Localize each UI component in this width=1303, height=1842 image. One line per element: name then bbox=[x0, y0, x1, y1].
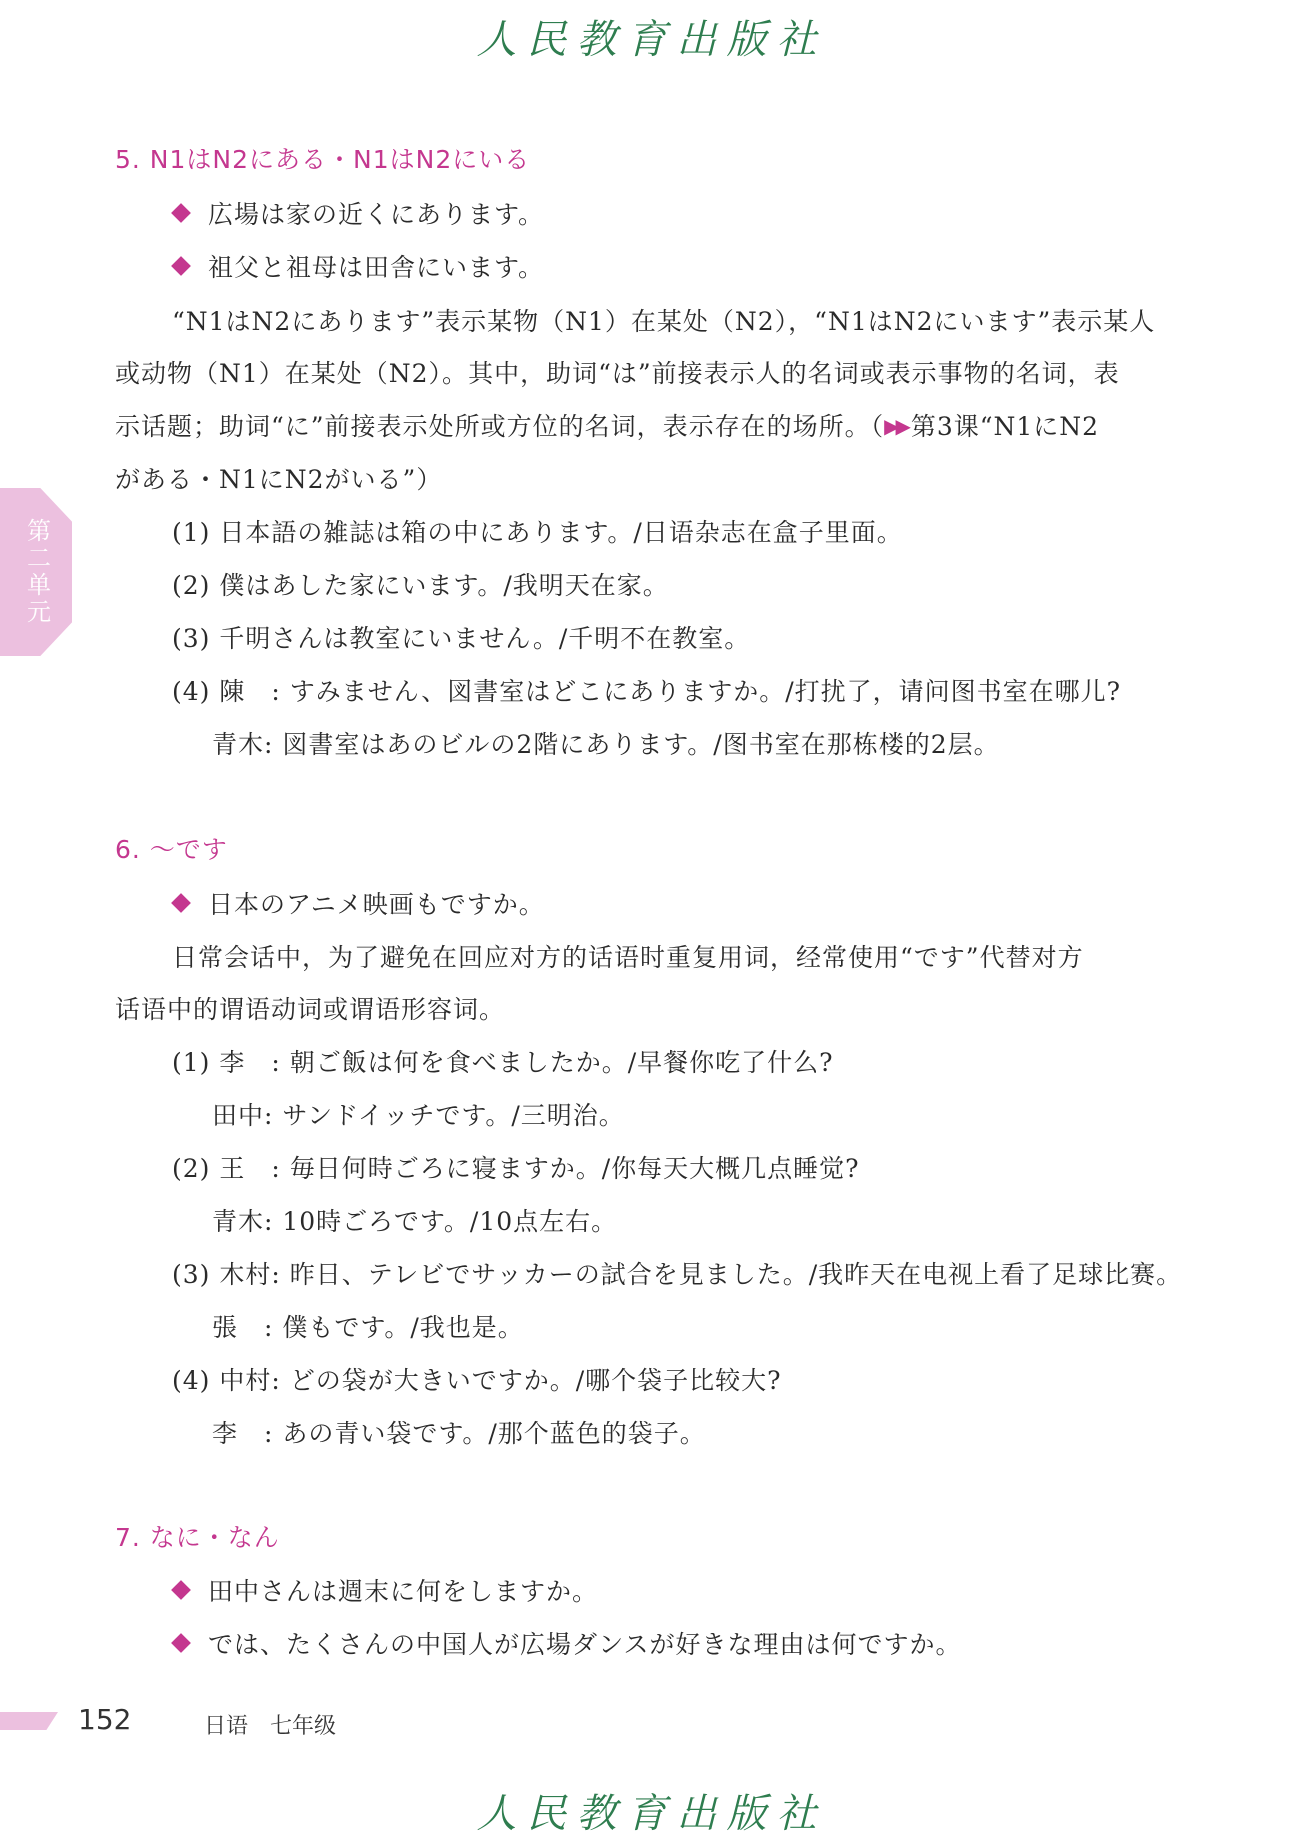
section-6-example-3b: 張 : 僕もです。/我也是。 bbox=[212, 1313, 524, 1342]
section-5-example-4a: (4) 陳 : すみません、図書室はどこにありますか。/打扰了，请问图书室在哪儿? bbox=[172, 677, 1122, 706]
section-5-bullet-1: 広場は家の近くにあります。 bbox=[174, 195, 544, 231]
section-5-heading: 5. N1はN2にある・N1はN2にいる bbox=[115, 145, 531, 174]
section-7-bullet-1: 田中さんは週末に何をしますか。 bbox=[174, 1572, 598, 1608]
section-5-para-line-3: 示话题；助词“に”前接表示处所或方位的名词，表示存在的场所。（▶▶ 第3课“N1にN2 bbox=[115, 412, 1100, 441]
section-5-para-line-2: 或动物（N1）在某处（N2）。其中，助词“は”前接表示人的名词或表示事物的名词，表 bbox=[115, 359, 1120, 388]
unit-side-tab-label: 第二单元 bbox=[27, 517, 51, 626]
publisher-logo-top: 人民教育出版社 bbox=[476, 17, 827, 63]
diamond-bullet-icon bbox=[171, 203, 191, 223]
diamond-bullet-icon bbox=[171, 256, 191, 276]
section-6-heading: 6. ～です bbox=[115, 835, 228, 864]
cross-reference-arrow-icon: ▶▶ bbox=[884, 414, 907, 438]
section-7-bullet-2: では、たくさんの中国人が広場ダンスが好きな理由は何ですか。 bbox=[174, 1625, 962, 1661]
section-6-example-3a: (3) 木村: 昨日、テレビでサッカーの試合を見ました。/我昨天在电视上看了足球比赛。 bbox=[172, 1260, 1183, 1289]
section-5-example-2: (2) 僕はあした家にいます。/我明天在家。 bbox=[172, 571, 669, 600]
section-6-bullet-1: 日本のアニメ映画もですか。 bbox=[174, 885, 545, 921]
section-5-para-line-1: “N1はN2にあります”表示某物（N1）在某处（N2），“N1はN2にいます”表示某人 bbox=[172, 307, 1156, 336]
section-6-para-line-1: 日常会话中，为了避免在回应对方的话语时重复用词，经常使用“です”代替对方 bbox=[172, 943, 1084, 972]
section-5-example-3: (3) 千明さんは教室にいません。/千明不在教室。 bbox=[172, 624, 751, 653]
book-title: 日语 七年级 bbox=[204, 1714, 337, 1739]
section-5-example-1: (1) 日本語の雑誌は箱の中にあります。/日语杂志在盒子里面。 bbox=[172, 518, 903, 547]
section-7-heading: 7. なに・なん bbox=[115, 1523, 280, 1552]
section-5-bullet-2: 祖父と祖母は田舎にいます。 bbox=[174, 248, 544, 284]
section-6-para-line-2: 话语中的谓语动词或谓语形容词。 bbox=[115, 995, 506, 1024]
section-6-example-2b: 青木: 10時ごろです。/10点左右。 bbox=[212, 1207, 618, 1236]
section-6-example-4a: (4) 中村: どの袋が大きいですか。/哪个袋子比较大? bbox=[172, 1366, 782, 1395]
section-5-example-4b: 青木: 図書室はあのビルの2階にあります。/图书室在那栋楼的2层。 bbox=[212, 730, 1000, 759]
footer-accent-bar bbox=[0, 1712, 58, 1730]
diamond-bullet-icon bbox=[171, 1580, 191, 1600]
section-6-example-1b: 田中: サンドイッチです。/三明治。 bbox=[212, 1101, 625, 1130]
publisher-logo-bottom: 人民教育出版社 bbox=[476, 1791, 827, 1837]
section-6-example-2a: (2) 王 : 毎日何時ごろに寝ますか。/你每天大概几点睡觉? bbox=[172, 1154, 860, 1183]
section-6-example-4b: 李 : あの青い袋です。/那个蓝色的袋子。 bbox=[212, 1419, 706, 1448]
section-6-example-1a: (1) 李 : 朝ご飯は何を食べましたか。/早餐你吃了什么? bbox=[172, 1048, 834, 1077]
diamond-bullet-icon bbox=[171, 893, 191, 913]
diamond-bullet-icon bbox=[171, 1633, 191, 1653]
page-number: 152 bbox=[78, 1703, 132, 1736]
section-5-para-line-4: がある・N1にN2がいる”） bbox=[115, 465, 443, 494]
